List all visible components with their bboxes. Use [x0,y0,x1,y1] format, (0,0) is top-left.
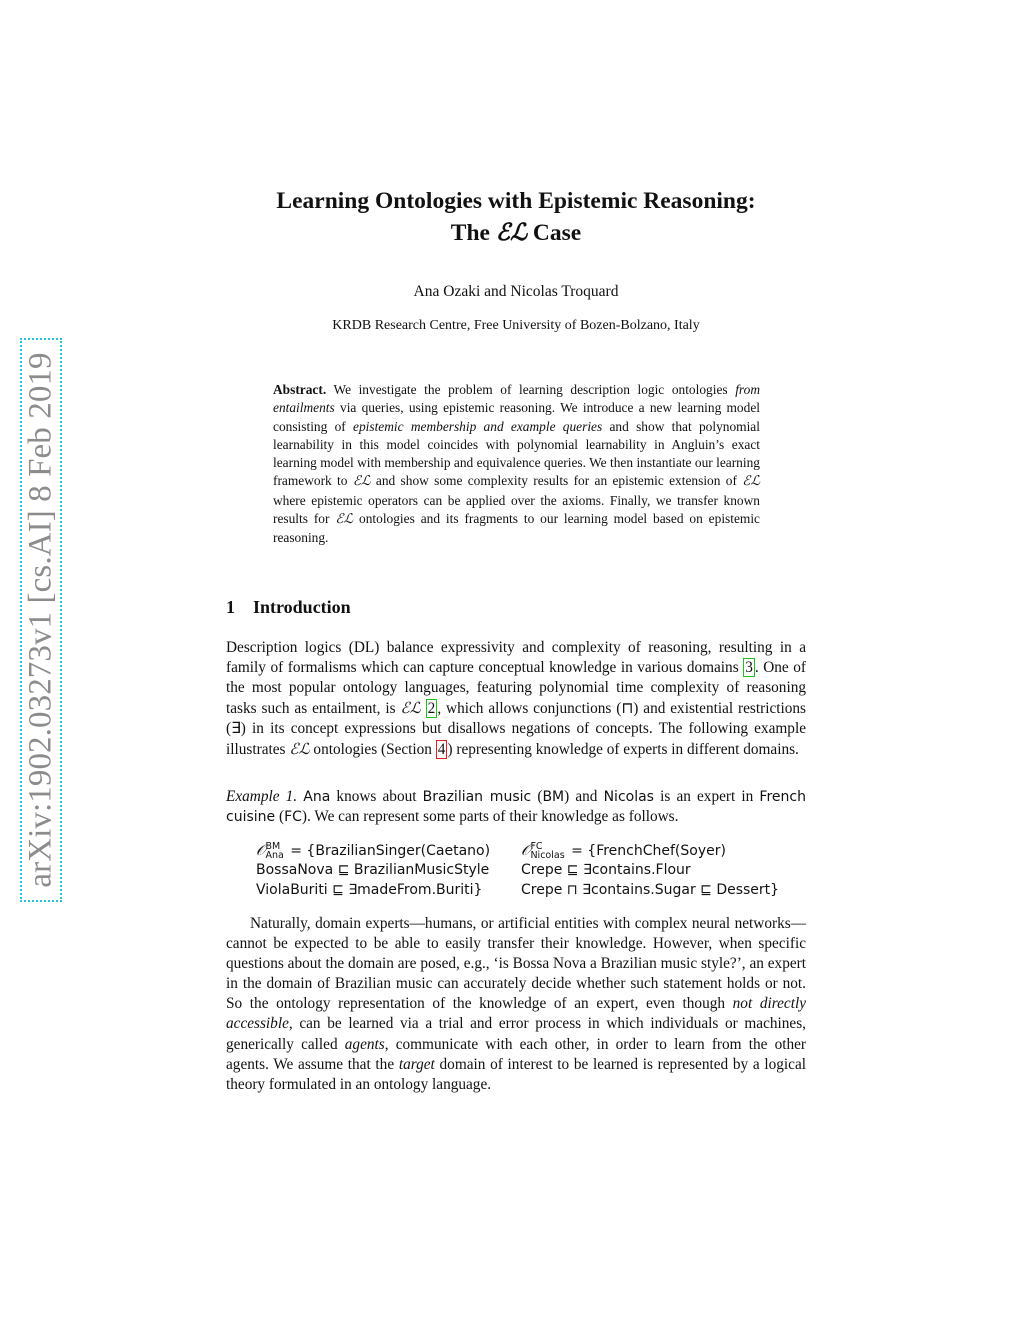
citation-link-3[interactable]: 3 [745,659,753,677]
section-number: 1 [226,597,235,617]
title-line-2: The ℰℒ Case [450,218,582,246]
example-label: Example 1. [226,788,298,805]
section-heading [226,597,351,618]
arxiv-stamp-text: arXiv:1902.03273v1 [cs.AI] 8 Feb 2019 [22,352,59,888]
axiom-line: ViolaBuriti ⊑ ∃madeFrom.Buriti} [256,882,483,898]
section-title: Introduction [253,597,351,617]
intro-paragraph-2: Naturally, domain experts—humans, or artificial entities with complex neural networks—cannot be expected to be able to easily transfer their knowledge. However, when specific questions about the domain are posed, e.g., ‘is Bossa Nova a Brazilian music style?’, an expert in the domain of Brazilian music can accurately decide whether such statement holds or not. So the ontology representation of the knowledge of an expert, even though not directly accessible, can be learned via a trial and error process in which individuals or machines, generically called agents, communicate with each other, in order to learn from the other agents. We assume that the target domain of interest to be learned is represented by a logical theory formulated in an ontology language. [226,915,806,1093]
paper-title [160,186,872,249]
el-symbol: ℰℒ [495,218,528,246]
axiom-line: Crepe ⊓ ∃contains.Sugar ⊑ Dessert} [521,882,780,898]
ontology-ana [256,840,490,900]
citation-link-2[interactable]: 2 [427,700,436,718]
title-line-1: Learning Ontologies with Epistemic Reasoning: [276,188,756,214]
affiliation: KRDB Research Centre, Free University of Bozen-Bolzano, Italy [332,318,700,333]
abstract: Abstract. We investigate the problem of learning description logic ontologies from entailments via queries, using epistemic reasoning. We introduce a new learning model consisting of epistemic membership and example queries and show that polynomial learnability in this model coincides with polynomial learnability in Angluin’s exact learning model with membership and equivalence queries. We then instantiate our learning framework to ℰℒ and show some complexity results for an epistemic extension of ℰℒ where epistemic operators can be applied over the axioms. Finally, we transfer known results for ℰℒ ontologies and its fragments to our learning model based on epistemic reasoning. [273,382,760,546]
arxiv-stamp[interactable] [20,338,62,902]
intro-paragraph-1: Description logics (DL) balance expressivity and complexity of reasoning, resulting in a family of formalisms which can capture conceptual knowledge in various domains 3 . One of the most popular ontology languages, featuring polynomial time complexity of reasoning tasks such as entailment, is ℰℒ 2 , which allows conjunctions (⊓) and existential restrictions (∃) in its concept expressions but disallows negations of concepts. The following example illustrates ℰℒ ontologies (Section 4 ) representing knowledge of experts in different domains. [226,639,807,759]
axiom-line: 𝒪 BM Ana = {BrazilianSinger(Caetano) [256,841,491,861]
axiom-line: Crepe ⊑ ∃contains.Flour [521,862,691,878]
axiom-line: BossaNova ⊑ BrazilianMusicStyle [256,862,490,878]
example-paragraph: Example 1. Ana knows about Brazilian music (BM) and Nicolas is an expert in French cuisine (FC). We can represent some parts of their knowledge as follows. [226,788,806,826]
authors: Ana Ozaki and Nicolas Troquard [413,283,619,300]
section-ref-link-4[interactable]: 4 [437,741,446,759]
abstract-label: Abstract. [273,382,327,397]
axiom-line: 𝒪 FC Nicolas = {FrenchChef(Soyer) [521,841,726,861]
ontology-nicolas [521,840,779,900]
